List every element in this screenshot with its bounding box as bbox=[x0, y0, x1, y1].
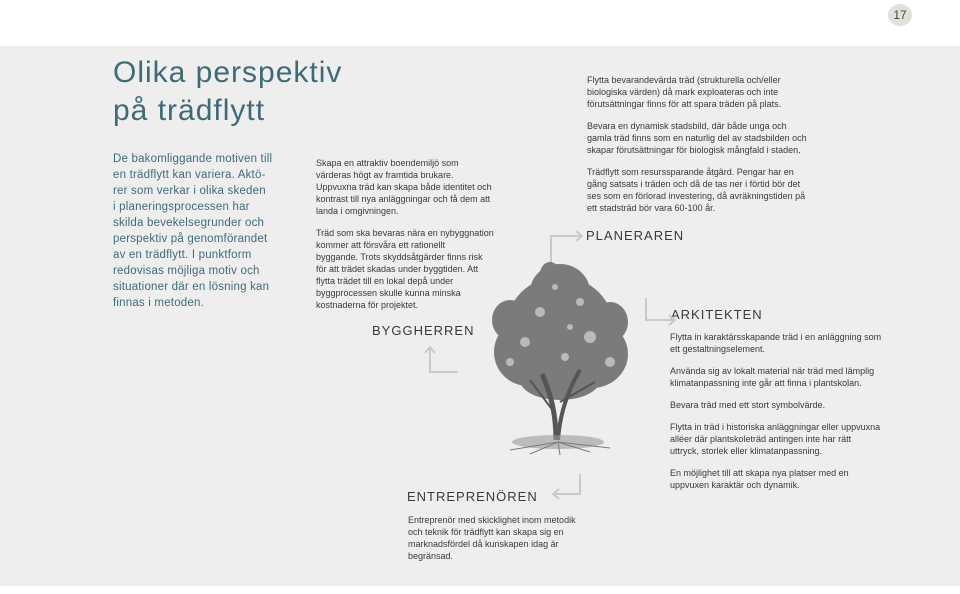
text-line: värderas högt av framtida brukare. bbox=[316, 170, 454, 180]
arrow-up-left-icon bbox=[420, 342, 460, 376]
text-line: kostnaderna för projektet. bbox=[316, 300, 419, 310]
intro-line: finnas i metoden. bbox=[113, 297, 204, 309]
intro-line: rer som verkar i olika skeden bbox=[113, 185, 266, 197]
text-line: Bevara en dynamisk stadsbild, där både unga och bbox=[587, 121, 787, 131]
text-line: för att trädet skadas under byggtiden. Att bbox=[316, 264, 479, 274]
page-number-badge: 17 bbox=[888, 4, 912, 26]
text-line: Entreprenör med skicklighet inom metodik bbox=[408, 515, 576, 525]
text-line: förutsättningar finns för att spara träden på plats. bbox=[587, 99, 782, 109]
text-line: flytta trädet till en lokal depå under bbox=[316, 276, 454, 286]
intro-text bbox=[113, 151, 291, 311]
intro-line: en trädflytt kan variera. Aktö- bbox=[113, 169, 266, 181]
page-title bbox=[113, 54, 342, 130]
text-line: byggprocessen skulle kunna minska bbox=[316, 288, 461, 298]
byggherren-paragraph bbox=[316, 181, 546, 217]
text-line: ett gestaltningselement. bbox=[670, 344, 766, 354]
intro-line: av en trädflytt. I punktform bbox=[113, 249, 252, 261]
arkitekten-paragraph bbox=[670, 365, 930, 389]
text-line: landa i omgivningen. bbox=[316, 206, 399, 216]
text-line: uttryck, storlek eller klimatanpassning. bbox=[670, 446, 823, 456]
arkitekten-paragraph bbox=[670, 399, 930, 411]
text-line: byggande. Trots skyddsåtgärder finns risk bbox=[316, 252, 483, 262]
text-line: ses som en förlorad investering, då avräkningstiden på bbox=[587, 191, 806, 201]
title-line-1: Olika perspektiv bbox=[113, 56, 343, 89]
intro-line: perspektiv på genomförandet bbox=[113, 233, 268, 245]
arkitekten-heading: ARKITEKTEN bbox=[671, 307, 763, 322]
arkitekten-paragraph bbox=[670, 421, 930, 457]
text-line: begränsad. bbox=[408, 551, 454, 561]
text-line: alléer där plantskoleträd antingen inte har rätt bbox=[670, 434, 852, 444]
text-line: Bevara träd med ett stort symbolvärde. bbox=[670, 400, 826, 410]
text-line: Flytta in träd i historiska anläggningar eller uppvuxna bbox=[670, 422, 881, 432]
planeraren-paragraph bbox=[587, 120, 847, 156]
entreprenoren-paragraph bbox=[408, 514, 628, 562]
text-line: gamla träd finns som en naturlig del av stadsbilden och bbox=[587, 133, 807, 143]
planeraren-paragraph bbox=[587, 74, 847, 110]
text-line: marknadsfördel då kunskapen idag är bbox=[408, 539, 559, 549]
intro-line: i planeringsprocessen har bbox=[113, 201, 250, 213]
arkitekten-paragraph bbox=[670, 331, 930, 355]
entreprenoren-text bbox=[408, 514, 628, 562]
text-line: kontrast till nya anläggningar och få dem att bbox=[316, 194, 491, 204]
text-line: Flytta in karaktärsskapande träd i en anläggning som bbox=[670, 332, 882, 342]
intro-line: situationer där en lösning kan bbox=[113, 281, 270, 293]
text-line: skapar förutsättningar för biologisk mångfald i staden. bbox=[587, 145, 801, 155]
text-line: Uppvuxna träd kan skapa både identitet och bbox=[316, 182, 492, 192]
text-line: ett stadsträd bör vara 60-100 år. bbox=[587, 203, 716, 213]
arrow-down-left-icon bbox=[548, 472, 588, 502]
arkitekten-text bbox=[670, 331, 930, 491]
text-line: och teknik för trädflytt kan skapa sig en bbox=[408, 527, 564, 537]
tree-illustration bbox=[470, 262, 650, 456]
intro-line: De bakomliggande motiven till bbox=[113, 153, 273, 165]
planeraren-text bbox=[587, 74, 847, 214]
text-line: Trädflytt som resurssparande åtgärd. Pengar har en bbox=[587, 167, 794, 177]
text-line: biologiska värden) då mark exploateras och inte bbox=[587, 87, 779, 97]
text-line: Skapa en attraktiv boendemiljö som bbox=[316, 158, 459, 168]
text-line: Träd som ska bevaras nära en nybyggnation bbox=[316, 228, 494, 238]
intro-line: redovisas möjliga motiv och bbox=[113, 265, 260, 277]
intro-line: skilda bevekelsegrunder och bbox=[113, 217, 265, 229]
arkitekten-paragraph bbox=[670, 467, 930, 491]
planeraren-paragraph bbox=[587, 166, 847, 214]
text-line: klimatanpassning inte går att finna i plantskolan. bbox=[670, 378, 862, 388]
text-line: Använda sig av lokalt material när träd med lämplig bbox=[670, 366, 875, 376]
title-line-2: på trädflytt bbox=[113, 94, 266, 127]
byggherren-paragraph bbox=[316, 157, 546, 181]
text-line: gång satsats i träden och då de tas ner i förtid bör det bbox=[587, 179, 801, 189]
planeraren-heading: PLANERAREN bbox=[586, 228, 685, 243]
byggherren-heading: BYGGHERREN bbox=[372, 323, 475, 338]
entreprenoren-heading: ENTREPRENÖREN bbox=[407, 489, 538, 504]
text-line: En möjlighet till att skapa nya platser med en bbox=[670, 468, 849, 478]
arrow-up-right-icon bbox=[545, 230, 587, 266]
text-line: kommer att försvåra ett rationellt bbox=[316, 240, 446, 250]
text-line: uppvuxen karaktär och dynamik. bbox=[670, 480, 800, 490]
text-line: Flytta bevarandevärda träd (strukturella och/eller bbox=[587, 75, 781, 85]
